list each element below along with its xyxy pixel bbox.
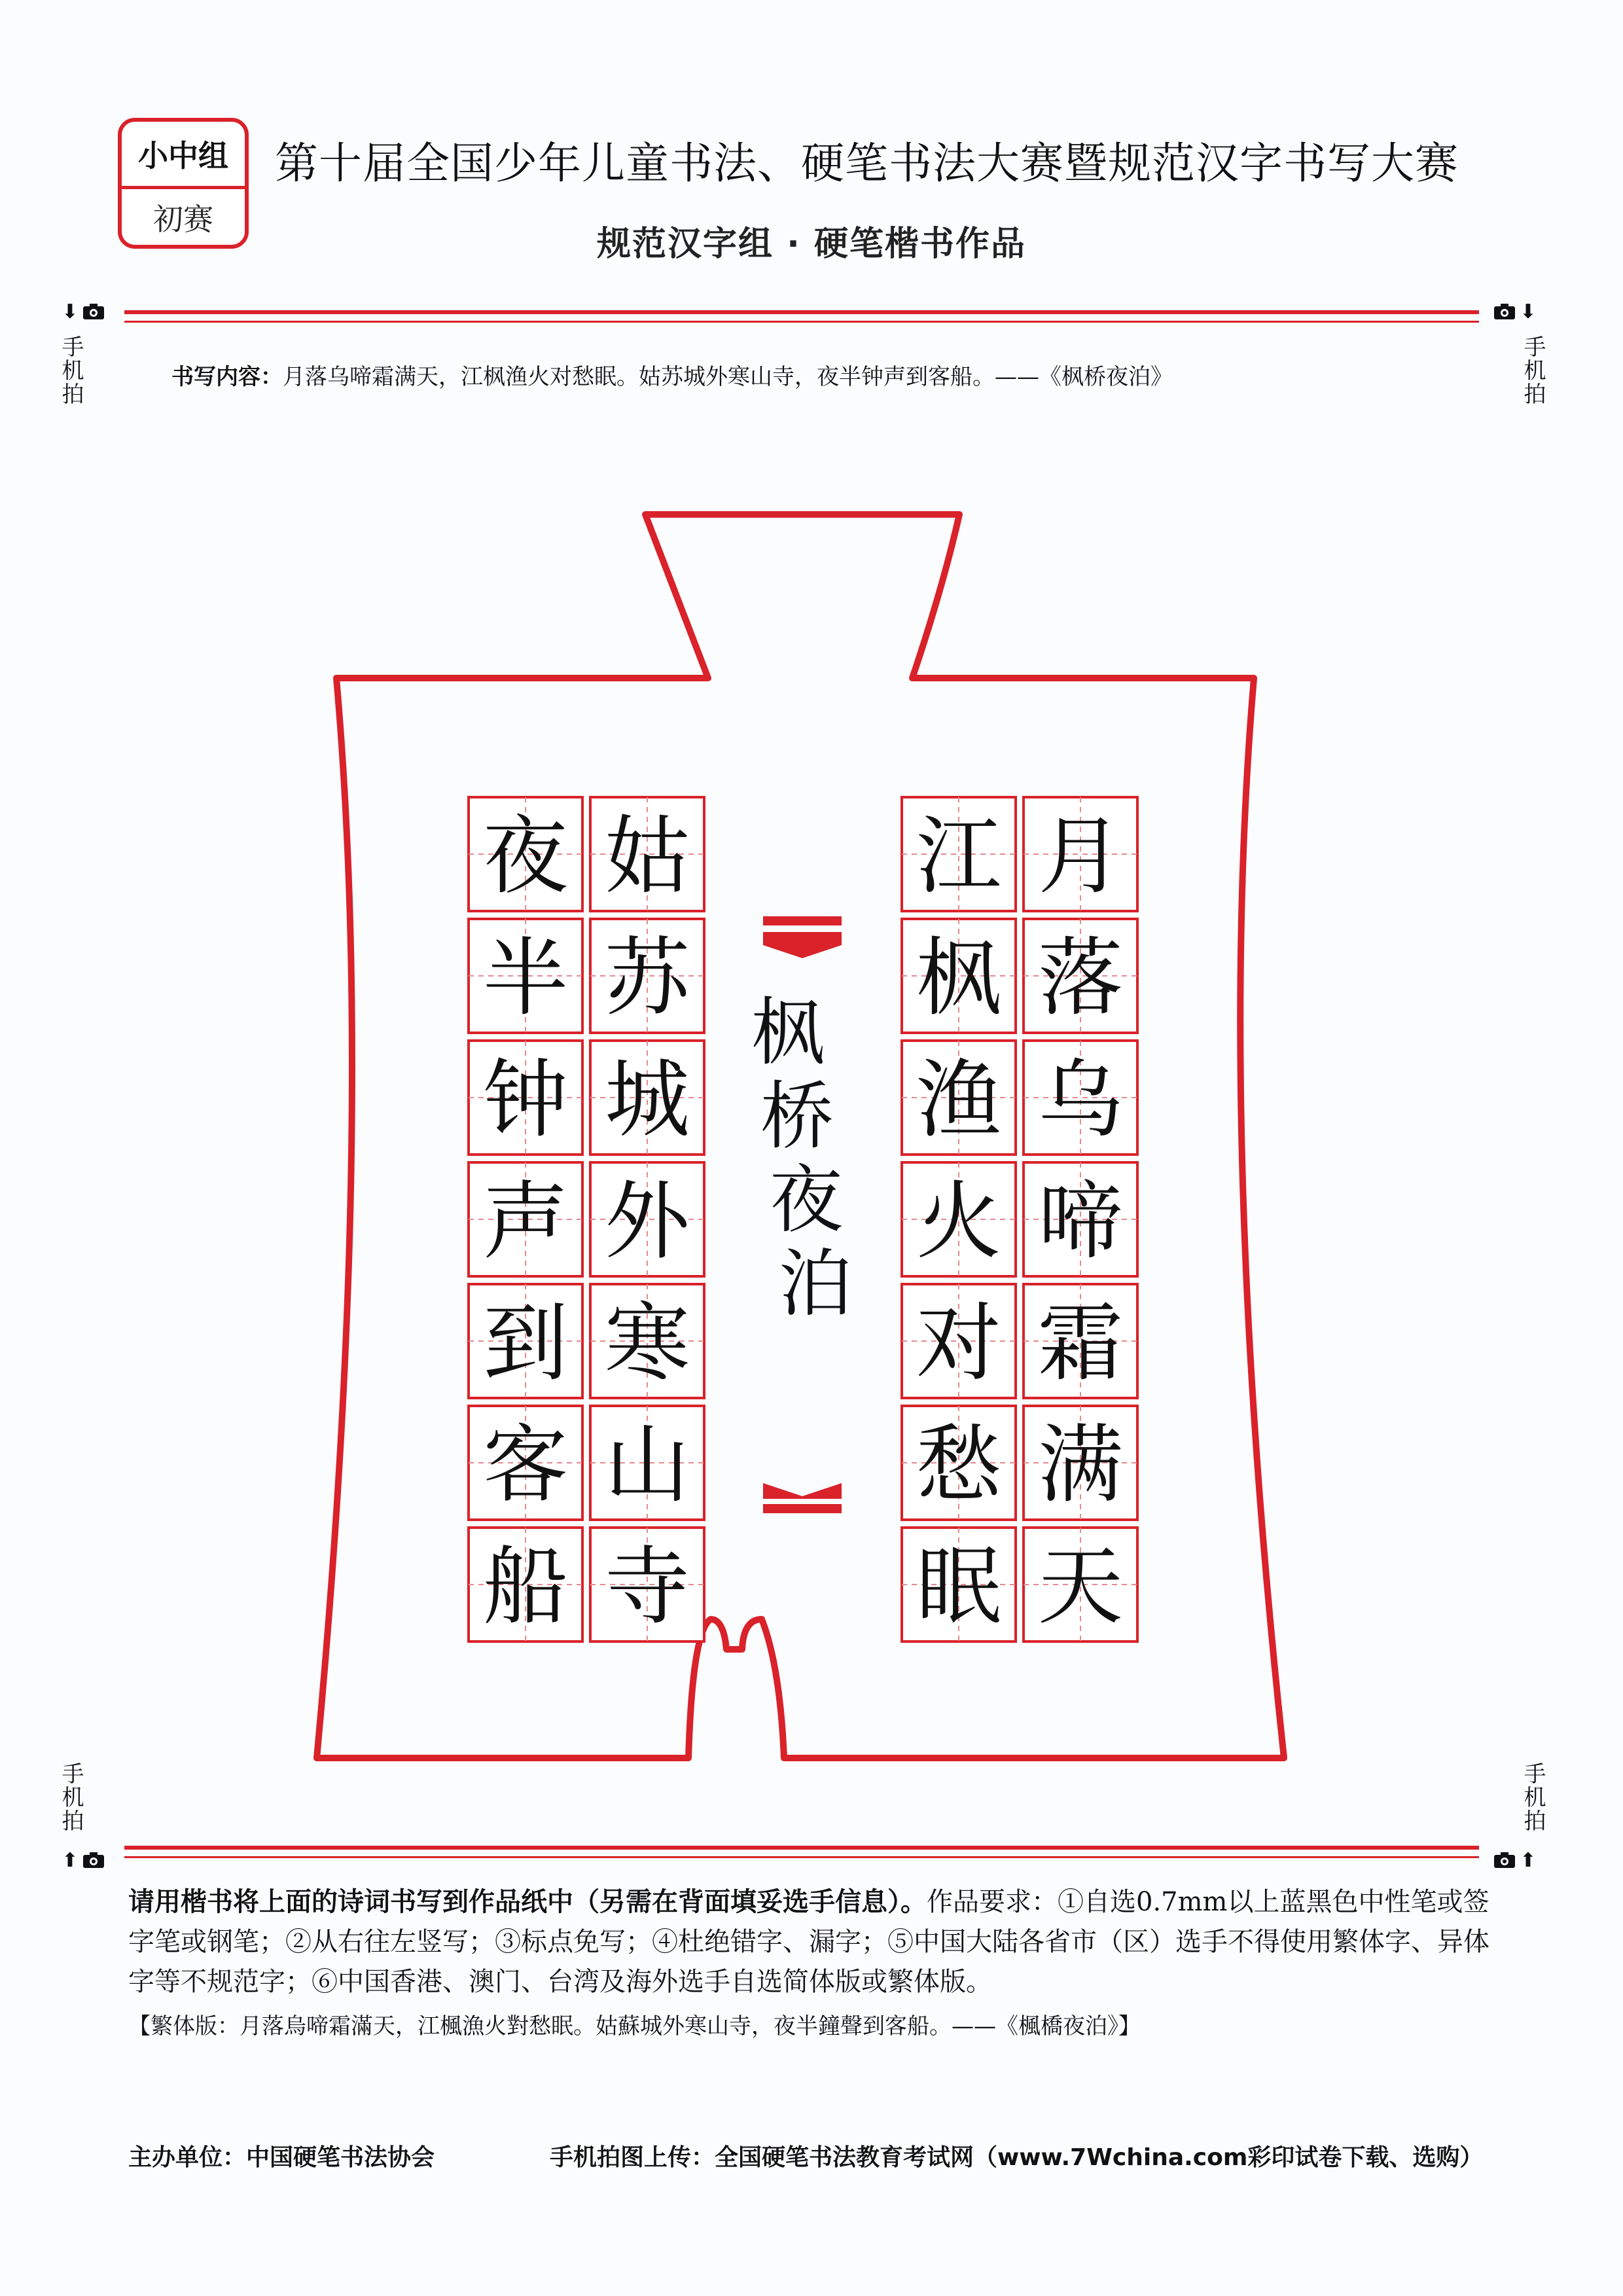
grid-cell — [1024, 1162, 1137, 1276]
contest-title: 第十届全国少年儿童书法、硬笔书法大赛暨规范汉字书写大赛 — [275, 138, 1459, 188]
instructions-body: 作品要求：①自选0.7mm以上蓝黑色中性笔或签字笔或钢笔；②从右往左竖写；③标点免写；④杜绝错字、漏字；⑤中国大陆各省市（区）选手不得使用繁体字、异体字等不规范字；⑥中国香港、澳门、台湾及海外选手自选简体版或繁体版。 — [128, 1887, 1489, 1997]
handwritten-character: 钟 — [482, 1050, 569, 1149]
grid-cell — [1024, 1041, 1137, 1155]
corner-mark-bottom-left — [54, 1847, 113, 1873]
chevron-top-icon — [763, 916, 842, 958]
grid-cell — [902, 919, 1016, 1033]
handwritten-character: 江 — [916, 806, 1002, 906]
grid-cell — [469, 919, 582, 1033]
handwritten-character: 声 — [482, 1172, 569, 1271]
handwritten-character: 月 — [1037, 806, 1124, 906]
group-label: 小中组 — [122, 122, 245, 189]
contest-subtitle: 规范汉字组 · 硬笔楷书作品 — [597, 224, 1026, 264]
grid-cell — [902, 1041, 1016, 1155]
grid-cell — [902, 1162, 1016, 1276]
handwritten-character: 夜 — [482, 806, 569, 906]
writing-content-label: 书写内容： — [171, 364, 283, 390]
phone-shot-mark-top-left: 手机拍 — [58, 335, 84, 406]
traditional-version: 【繁体版：月落烏啼霜滿天，江楓漁火對愁眠。姑蘇城外寒山寺，夜半鐘聲到客船。——《楓橋夜泊》】 — [128, 2013, 1141, 2039]
grid-cell — [590, 1284, 704, 1398]
grid-cell — [469, 797, 582, 911]
handwritten-character: 寒 — [604, 1293, 690, 1393]
grid-cell — [902, 797, 1016, 911]
instructions-lead: 请用楷书将上面的诗词书写到作品纸中（另需在背面填妥选手信息）。 — [128, 1887, 927, 1917]
grid-cell — [590, 1162, 704, 1276]
handwritten-character: 落 — [1037, 928, 1124, 1028]
grid-cell — [469, 1406, 582, 1520]
grid-cell — [902, 1406, 1016, 1520]
handwritten-character: 霜 — [1037, 1293, 1124, 1393]
grid-cell — [590, 1528, 704, 1641]
handwritten-character: 城 — [604, 1050, 690, 1149]
grid-cell — [1024, 1406, 1137, 1520]
grid-cell — [469, 1162, 582, 1276]
poem-title-char: 桥 — [760, 1074, 834, 1159]
grid-cell — [1024, 919, 1137, 1033]
handwritten-character: 乌 — [1037, 1050, 1124, 1149]
grid-cell — [469, 1041, 582, 1155]
handwritten-character: 外 — [604, 1172, 690, 1271]
handwritten-character: 眠 — [916, 1537, 1002, 1636]
handwritten-character: 姑 — [604, 806, 690, 906]
arrow-up-icon: ⬆ — [62, 1848, 79, 1872]
handwritten-character: 寺 — [604, 1537, 690, 1636]
corner-mark-bottom-right — [1486, 1847, 1544, 1873]
grid-cell — [902, 1284, 1016, 1398]
phone-shot-mark-top-right: 手机拍 — [1520, 335, 1546, 406]
arrow-down-icon: ⬇ — [1520, 300, 1537, 323]
grid-cell — [590, 797, 704, 911]
handwritten-character: 对 — [916, 1293, 1002, 1393]
grid-cell — [1024, 1284, 1137, 1398]
grid-cell — [1024, 797, 1137, 911]
poem-title-char: 夜 — [770, 1158, 843, 1243]
camera-icon — [82, 1852, 105, 1869]
chevron-bottom-icon — [763, 1483, 842, 1513]
handwritten-character: 山 — [604, 1415, 690, 1515]
handwritten-character: 枫 — [916, 928, 1002, 1028]
grid-cell — [469, 1284, 582, 1398]
upload-info: 手机拍图上传：全国硬笔书法教育考试网（www.7Wchina.com彩印试卷下载、选购） — [550, 2144, 1484, 2171]
poem-title-column — [751, 990, 852, 1327]
handwritten-character: 愁 — [916, 1415, 1002, 1515]
grid-cell — [590, 1406, 704, 1520]
poem-title-char: 枫 — [751, 990, 825, 1075]
handwritten-character: 满 — [1037, 1415, 1124, 1515]
handwritten-character: 到 — [482, 1293, 569, 1393]
phone-shot-mark-bottom-left: 手机拍 — [58, 1762, 84, 1833]
grid-cell — [902, 1528, 1016, 1641]
organizer: 主办单位：中国硬笔书法协会 — [128, 2144, 435, 2171]
handwritten-character: 客 — [482, 1415, 569, 1515]
poem-title-char: 泊 — [779, 1242, 852, 1327]
grid-cell — [1024, 1528, 1137, 1641]
phone-shot-mark-bottom-right: 手机拍 — [1520, 1762, 1546, 1833]
handwritten-character: 啼 — [1037, 1172, 1124, 1271]
handwritten-character: 船 — [482, 1537, 569, 1636]
bottom-rule — [124, 1846, 1479, 1850]
writing-content-text: 月落乌啼霜满天，江枫渔火对愁眠。姑苏城外寒山寺，夜半钟声到客船。——《枫桥夜泊》 — [283, 364, 1173, 390]
stage-label: 初赛 — [153, 201, 213, 237]
handwritten-character: 半 — [482, 928, 569, 1028]
grid-cell — [590, 1041, 704, 1155]
handwritten-character: 天 — [1037, 1537, 1124, 1636]
arrow-down-icon: ⬇ — [62, 300, 79, 323]
grid-cell — [469, 1528, 582, 1641]
bottom-rule-thin — [124, 1856, 1479, 1858]
grid-cell — [590, 919, 704, 1033]
handwritten-character: 渔 — [916, 1050, 1002, 1149]
camera-icon — [1493, 1852, 1516, 1869]
handwritten-character: 苏 — [604, 928, 690, 1028]
arrow-up-icon: ⬆ — [1520, 1848, 1537, 1872]
handwritten-character: 火 — [916, 1172, 1002, 1271]
instructions — [128, 1882, 1489, 2002]
